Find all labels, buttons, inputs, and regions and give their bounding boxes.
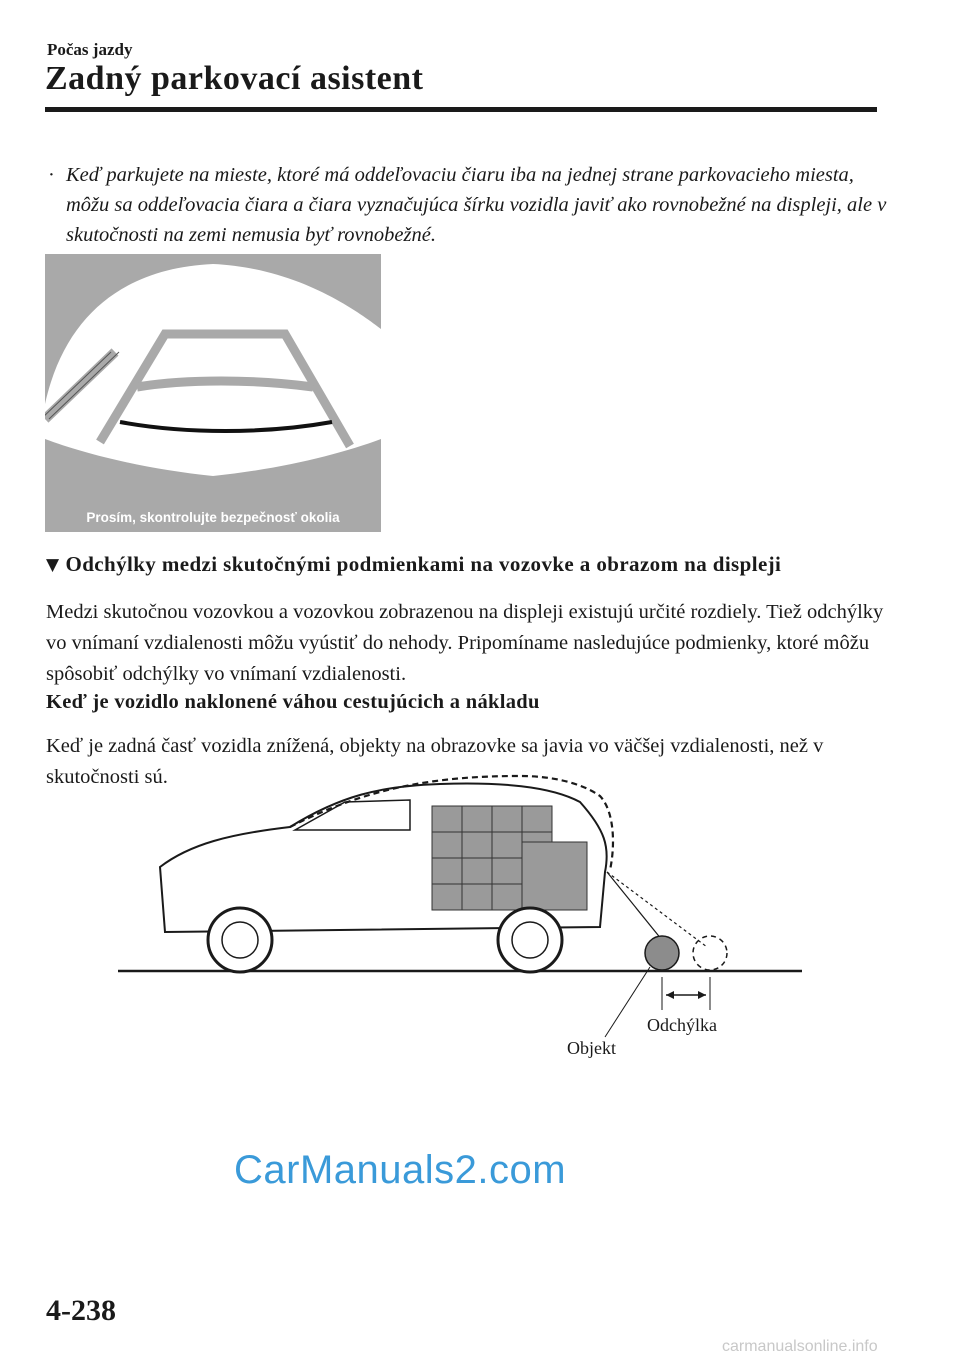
- page-title: Zadný parkovací asistent: [45, 60, 424, 97]
- section-body: Medzi skutočnou vozovkou a vozovkou zobrazenou na displeji existujú určité rozdiely. Tiež odchýlky vo vnímaní vzdialenosti môžu vyústiť do nehody. Pripomíname nasledujúce podmienky, ktoré môžu spôsobiť odchýlky vo vnímaní vzdialenosti.: [46, 601, 884, 685]
- object-marker: [645, 936, 679, 970]
- title-rule: [45, 107, 877, 112]
- footer-source: carmanualsonline.info: [722, 1338, 878, 1355]
- rear-wheel: [498, 908, 562, 972]
- vehicle-tilt-diagram: [110, 772, 810, 1072]
- triangle-marker: ▼: [46, 555, 60, 575]
- screen-caption: Prosím, skontrolujte bezpečnosť okolia: [86, 510, 340, 525]
- condition-heading: Keď je vozidlo naklonené váhou cestujúcich a nákladu: [46, 691, 540, 713]
- camera-view-illustration: [45, 254, 381, 532]
- condition-text: Keď je zadná časť vozidla znížená, objekty na obrazovke sa javia vo väčšej vzdialenosti, než v skutočnosti sú.: [46, 735, 824, 788]
- bullet-text: Keď parkujete na mieste, ktoré má oddeľovaciu čiaru iba na jednej strane parkovacieho miesta, môžu sa oddeľovacia čiara a čiara vyznačujúca šírku vozidla javiť ako rovnobežné na displeji, ale v skutočnosti na zemi nemusia byť rovnobežné.: [66, 164, 887, 246]
- bullet-marker: ·: [48, 164, 55, 186]
- section-label: Počas jazdy: [47, 40, 133, 59]
- rear-camera-screen: [45, 254, 381, 532]
- object-leader-line: [605, 967, 650, 1037]
- object-label: Objekt: [567, 1038, 616, 1058]
- section-heading-text: Odchýlky medzi skutočnými podmienkami na vozovke a obrazom na displeji: [65, 552, 782, 576]
- watermark-text: CarManuals2.com: [234, 1148, 567, 1192]
- page-number: 4-238: [46, 1294, 116, 1327]
- perceived-object-marker: [693, 936, 727, 970]
- perceived-sight-line: [607, 872, 707, 947]
- actual-sight-line: [607, 872, 662, 940]
- section-heading: [46, 552, 781, 577]
- front-wheel: [208, 908, 272, 972]
- bullet-paragraph: [48, 160, 888, 250]
- deviation-label: Odchýlka: [647, 1015, 717, 1035]
